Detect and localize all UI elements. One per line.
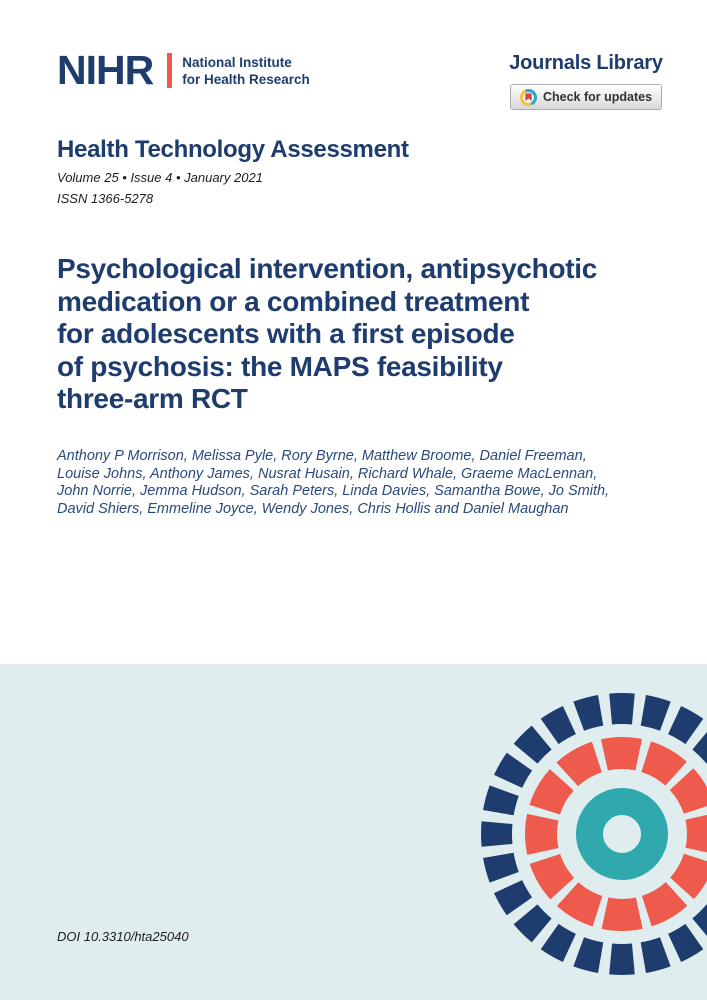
nihr-logo — [57, 47, 310, 93]
journal-name: Health Technology Assessment — [57, 136, 409, 163]
article-title — [57, 253, 597, 416]
nihr-institute-line1: National Institute — [182, 54, 292, 70]
article-title-line: of psychosis: the MAPS feasibility — [57, 350, 503, 382]
author-line: Anthony P Morrison, Melissa Pyle, Rory Byrne, Matthew Broome, Daniel Freeman, — [57, 448, 587, 464]
article-title-line: for adolescents with a first episode — [57, 318, 515, 350]
concentric-dashed-rings-icon — [452, 664, 707, 1000]
issn-line: ISSN 1366-5278 — [57, 191, 154, 206]
journals-library-block — [509, 52, 663, 110]
check-for-updates-button[interactable] — [510, 84, 662, 110]
nihr-acronym: NIHR — [57, 47, 154, 93]
check-for-updates-label: Check for updates — [542, 90, 653, 104]
author-line: Louise Johns, Anthony James, Nusrat Husain, Richard Whale, Graeme MacLennan, — [57, 465, 598, 482]
crossmark-icon — [520, 89, 537, 106]
author-line: David Shiers, Emmeline Joyce, Wendy Jones, Chris Hollis and Daniel Maughan — [57, 501, 569, 518]
article-title-line: three-arm RCT — [57, 383, 248, 415]
article-title-line: medication or a combined treatment — [57, 285, 530, 317]
nihr-institute-line2: for Health Research — [182, 71, 310, 87]
nihr-logo-divider — [167, 53, 172, 88]
doi-label: DOI 10.3310/hta25040 — [57, 929, 189, 944]
journals-library-label: Journals Library — [509, 52, 663, 74]
nihr-institute-name — [182, 54, 310, 88]
article-title-line: Psychological intervention, antipsychotic — [57, 253, 598, 284]
article-authors — [57, 448, 609, 519]
author-line: John Norrie, Jemma Hudson, Sarah Peters, Linda Davies, Samantha Bowe, Jo Smith, — [57, 483, 610, 500]
volume-issue-date-line: Volume 25 • Issue 4 • January 2021 — [57, 170, 263, 185]
